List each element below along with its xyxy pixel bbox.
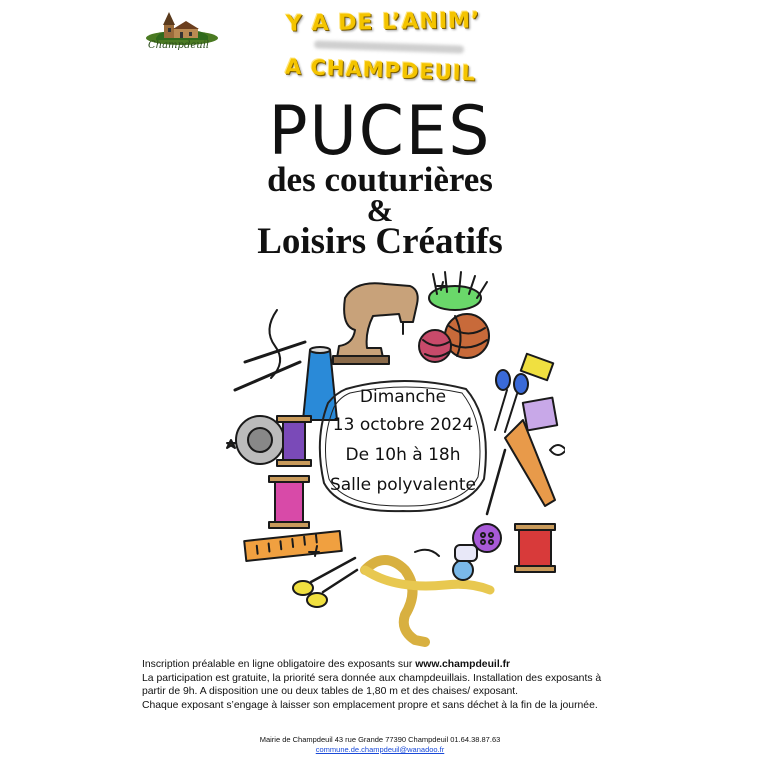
event-day: Dimanche [359, 387, 447, 407]
sparkle-icon [550, 445, 565, 455]
subtitle-couturieres: des couturières [267, 160, 493, 199]
info-line-3: partir de 9h. A disposition une ou deux tables de 1,80 m et des chaises/ exposant. [142, 686, 519, 698]
subtitle-loisirs: Loisirs Créatifs [257, 221, 503, 262]
logo-text: Champdeuil [148, 40, 210, 51]
thread-bobbin-icon [236, 416, 311, 466]
footer-email-link[interactable]: commune.de.champdeuil@wanadoo.fr [315, 745, 445, 754]
thread-spool-pink-icon [269, 476, 309, 528]
fabric-swatch-icon [523, 398, 557, 431]
tailor-chalk-icon [505, 420, 555, 506]
main-title: PUCES [268, 92, 492, 171]
champdeuil-logo [142, 8, 222, 54]
info-text-block [142, 658, 642, 712]
needle-icon [235, 342, 305, 390]
info-line-4: Chaque exposant s’engage à laisser son emplacement propre et sans déchet à la fin de la journée. [142, 699, 598, 711]
footer-address: Mairie de Champdeuil 43 rue Grande 77390 Champdeuil 01.64.38.87.63 [259, 735, 501, 744]
info-line-1-prefix: Inscription préalable en ligne obligatoire des exposants sur [142, 659, 416, 670]
yarn-ball-icon [419, 314, 489, 362]
subtitle-ampersand: & [366, 192, 394, 228]
event-info-box [316, 379, 490, 515]
thread-curl-icon [415, 550, 439, 556]
info-line-2: La participation est gratuite, la priorité sera donnée aux champdeuillais. Installation des exposants à [142, 672, 602, 684]
banner-line-1: Y A DE L’ANIM’ [285, 8, 481, 37]
thread-spool-red-icon [515, 524, 555, 572]
sewing-machine-icon [333, 283, 418, 364]
banner-line-2: A CHAMPDEUIL [284, 54, 477, 86]
scissors-icon [293, 558, 357, 607]
event-date: 13 octobre 2024 [332, 415, 474, 435]
footer [0, 735, 760, 755]
pincushion-icon [429, 272, 487, 310]
event-venue: Salle polyvalente [329, 475, 477, 495]
buttons-icon [453, 524, 501, 580]
website-link[interactable]: www.champdeuil.fr [415, 659, 511, 670]
ruler-icon [244, 531, 342, 561]
thread-swirl-icon [269, 310, 280, 378]
star-icon [227, 440, 235, 448]
event-hours: De 10h à 18h [345, 445, 461, 465]
info-line-1 [142, 658, 642, 672]
